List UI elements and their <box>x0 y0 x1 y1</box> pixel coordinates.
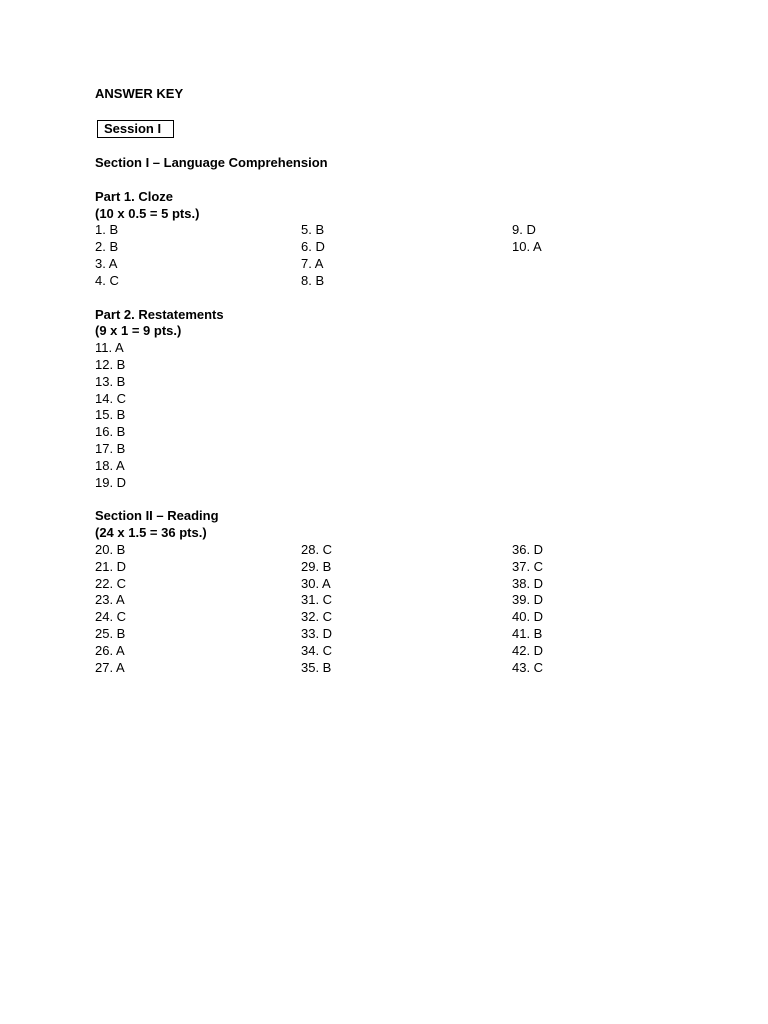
spacer <box>95 172 695 189</box>
spacer <box>95 491 695 508</box>
answer-key-page <box>95 86 695 676</box>
answer-item: 4. C <box>95 272 119 288</box>
answer-item: 41. B <box>512 625 543 641</box>
answer-item: 5. B <box>301 222 325 238</box>
answer-item: 31. C <box>301 592 333 608</box>
spacer <box>95 290 695 307</box>
answer-item: 25. B <box>95 625 126 641</box>
answer-item: 16. B <box>95 424 126 440</box>
answer-item: 26. A <box>95 642 125 658</box>
section2-points: (24 x 1.5 = 36 pts.) <box>95 525 207 541</box>
answer-item: 17. B <box>95 440 126 456</box>
part2-points: (9 x 1 = 9 pts.) <box>95 323 182 339</box>
section1-title: Section I – Language Comprehension <box>95 155 328 170</box>
answer-item: 10. A <box>512 239 542 255</box>
answer-item: 35. B <box>301 659 332 675</box>
part1-answers-grid <box>95 222 695 289</box>
spacer <box>95 103 695 120</box>
answer-item: 9. D <box>512 222 536 238</box>
answer-item: 32. C <box>301 609 333 625</box>
answer-item: 43. C <box>512 659 544 675</box>
part1-title: Part 1. Cloze <box>95 188 174 204</box>
session-label-box: Session I <box>97 120 174 138</box>
answer-item: 23. A <box>95 592 125 608</box>
answer-item: 40. D <box>512 609 544 625</box>
answer-item: 8. B <box>301 272 325 288</box>
answer-item: 13. B <box>95 373 126 389</box>
answer-item: 7. A <box>301 255 324 271</box>
answer-item: 38. D <box>512 575 544 591</box>
answer-item: 1. B <box>95 222 119 238</box>
answer-item: 36. D <box>512 541 544 557</box>
answer-item: 21. D <box>95 558 127 574</box>
answer-item: 29. B <box>301 558 332 574</box>
answer-item: 34. C <box>301 642 333 658</box>
answer-item: 24. C <box>95 609 127 625</box>
answer-item: 28. C <box>301 541 333 557</box>
answer-item: 42. D <box>512 642 544 658</box>
page-title: ANSWER KEY <box>95 86 184 101</box>
part1-points: (10 x 0.5 = 5 pts.) <box>95 205 200 221</box>
answer-item: 37. C <box>512 558 544 574</box>
answer-item: 30. A <box>301 575 331 591</box>
section2-answers-grid <box>95 542 695 676</box>
answer-item: 6. D <box>301 239 325 255</box>
answer-item: 2. B <box>95 239 119 255</box>
part2-title: Part 2. Restatements <box>95 306 224 322</box>
answer-item: 12. B <box>95 356 126 372</box>
answer-item: 27. A <box>95 659 125 675</box>
answer-item: 39. D <box>512 592 544 608</box>
answer-item: 18. A <box>95 457 125 473</box>
answer-item: 15. B <box>95 407 126 423</box>
session-row <box>95 120 695 138</box>
answer-item: 11. A <box>95 340 124 356</box>
answer-item: 19. D <box>95 474 127 490</box>
spacer <box>95 138 695 155</box>
answer-item: 14. C <box>95 390 127 406</box>
answer-item: 22. C <box>95 575 127 591</box>
answer-item: 20. B <box>95 541 126 557</box>
part2-answers-list <box>95 340 695 491</box>
section2-title: Section II – Reading <box>95 508 219 524</box>
answer-item: 3. A <box>95 255 118 271</box>
answer-item: 33. D <box>301 625 333 641</box>
